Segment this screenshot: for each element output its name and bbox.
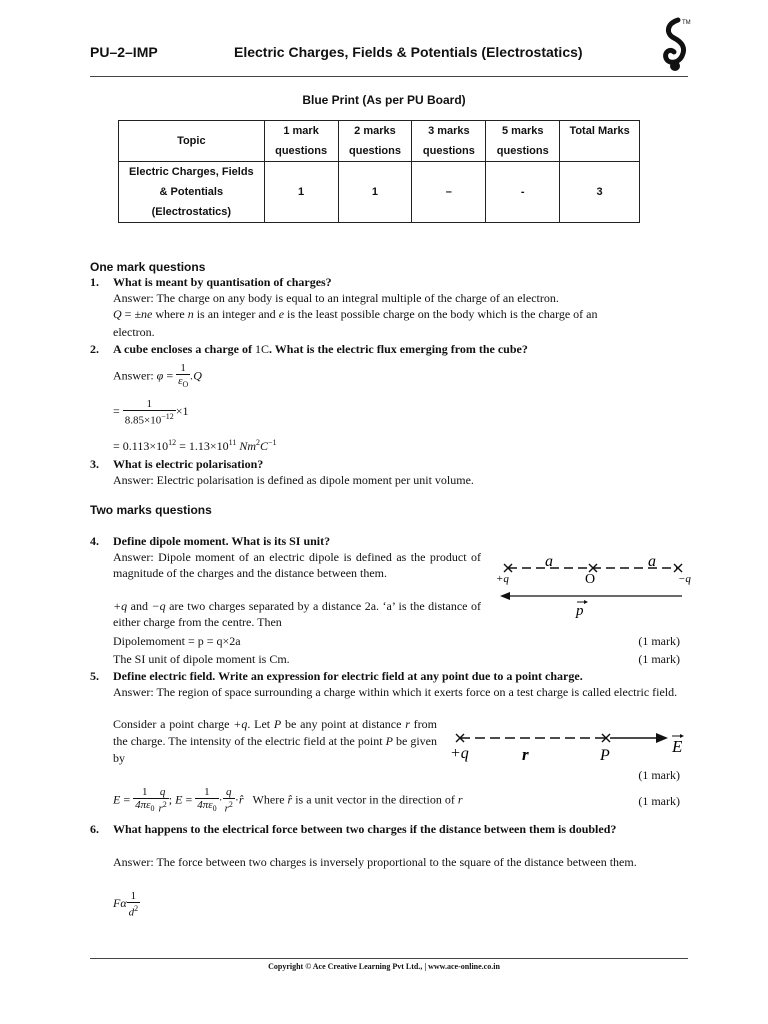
q4-number: 4. bbox=[90, 534, 99, 548]
cell-3-marks: – bbox=[412, 162, 486, 223]
header-rule bbox=[90, 76, 688, 77]
dipole-minus-q: −q bbox=[678, 573, 691, 585]
point-charge-plus-q: +q bbox=[450, 745, 469, 762]
col-5-marks: 5 marks questions bbox=[486, 121, 560, 162]
q2-substitution: = $\frac{1}{8.85\times 10^{-12}}$ ×1 bbox=[113, 398, 189, 427]
blueprint-table bbox=[118, 120, 640, 223]
trademark-mark: TM bbox=[682, 20, 691, 26]
two-marks-heading: Two marks questions bbox=[90, 503, 212, 517]
point-charge-diagram bbox=[446, 726, 692, 772]
cell-1-mark: 1 bbox=[264, 162, 338, 223]
q2-text: A cube encloses a charge of 1C. What is the electric flux emerging from the cube? bbox=[113, 342, 528, 356]
col-3-marks: 3 marks questions bbox=[412, 121, 486, 162]
q6-number: 6. bbox=[90, 822, 99, 836]
cell-5-marks: - bbox=[486, 162, 560, 223]
q5-mark-a: (1 mark) bbox=[638, 768, 680, 782]
q4-answer-cont: +q and −q are two charges separated by a distance 2a. ‘a’ is the distance of either charge from the centre. Then bbox=[113, 599, 481, 629]
col-total: Total Marks bbox=[560, 121, 640, 162]
dipole-diagram bbox=[490, 548, 700, 620]
q4-mark-a: (1 mark) bbox=[638, 634, 680, 648]
logo-icon bbox=[658, 16, 692, 74]
dipole-moment-p: p bbox=[576, 603, 584, 619]
footer-copyright: Copyright © Ace Creative Learning Pvt Ltd., | www.ace-online.co.in bbox=[268, 962, 500, 971]
q6-text: What happens to the electrical force between two charges if the distance between them is doubled? bbox=[113, 822, 617, 836]
col-topic: Topic bbox=[119, 121, 265, 162]
q3-answer: Answer: Electric polarisation is defined as dipole moment per unit volume. bbox=[113, 473, 474, 487]
q4-text: Define dipole moment. What is its SI unit? bbox=[113, 534, 331, 548]
table-header-row bbox=[119, 121, 640, 162]
q1-answer: Answer: The charge on any body is equal to an integral multiple of the charge of an electron. bbox=[113, 291, 559, 305]
one-mark-heading: One mark questions bbox=[90, 260, 206, 274]
footer-rule bbox=[90, 958, 688, 959]
q2-answer-phi: Answer: φ = $\frac{1}{\varepsilon_O}$ .Q bbox=[113, 362, 202, 390]
q4-mark-b: (1 mark) bbox=[638, 652, 680, 666]
q5-answer: Answer: The region of space surrounding a charge within which it exerts force on a test charge is called electric field. bbox=[113, 685, 678, 699]
q4-answer: Answer: Dipole moment of an electric dipole is defined as the product of magnitude of the charges and the distance between them. bbox=[113, 550, 481, 580]
table-row bbox=[119, 162, 640, 223]
q5-equation: E = $\frac{1}{4\pi\varepsilon_0}$ $\frac{q}{r^2}$ ; E = $\frac{1}{4\pi\varepsilon_0}$ · $\frac{q}{r^2}$ ·r̂ Where r̂ is a unit vector in the direction of r bbox=[113, 786, 463, 815]
q6-proportionality: Fα $\frac{1}{d^2}$ bbox=[113, 890, 139, 919]
q1-formula-line: Q = ±ne where n is an integer and e is the least possible charge on the body which is the charge of an bbox=[113, 307, 598, 321]
header-title: Electric Charges, Fields & Potentials (Electrostatics) bbox=[234, 44, 583, 60]
q6-answer: Answer: The force between two charges is inversely proportional to the square of the distance between them. bbox=[113, 855, 637, 869]
dipole-label-a-right: a bbox=[648, 553, 656, 570]
q4-si-unit: The SI unit of dipole moment is Cm. bbox=[113, 652, 290, 666]
point-charge-r: r bbox=[522, 745, 529, 764]
point-charge-e-field: E bbox=[672, 737, 683, 756]
q2-number: 2. bbox=[90, 342, 99, 356]
q5-consider: Consider a point charge +q. Let P be any point at distance r from the charge. The intensity of the electric field at the point P be given by bbox=[113, 717, 437, 765]
q5-text: Define electric field. Write an expression for electric field at any point due to a point charge. bbox=[113, 669, 583, 683]
blueprint-title: Blue Print (As per PU Board) bbox=[302, 93, 466, 107]
dipole-plus-q: +q bbox=[496, 573, 509, 585]
q2-result: = $0.113\times 10^{12} = 1.13\times 10^{11}$ $Nm^2C^{-1}$ bbox=[113, 438, 277, 453]
q1-text: What is meant by quantisation of charges? bbox=[113, 275, 332, 289]
col-2-marks: 2 marks questions bbox=[338, 121, 412, 162]
q1-number: 1. bbox=[90, 275, 99, 289]
dipole-label-a-left: a bbox=[545, 553, 553, 570]
q5-mark-b: (1 mark) bbox=[638, 794, 680, 808]
q3-number: 3. bbox=[90, 457, 99, 471]
q3-text: What is electric polarisation? bbox=[113, 457, 264, 471]
point-charge-p: P bbox=[600, 747, 610, 764]
header-code: PU–2–IMP bbox=[90, 44, 158, 60]
cell-total: 3 bbox=[560, 162, 640, 223]
cell-2-marks: 1 bbox=[338, 162, 412, 223]
cell-topic: Electric Charges, Fields & Potentials (Electrostatics) bbox=[119, 162, 265, 223]
q1-formula-line-end: electron. bbox=[113, 325, 155, 339]
q4-formula: Dipolemoment = p = q×2a bbox=[113, 634, 241, 648]
q5-number: 5. bbox=[90, 669, 99, 683]
dipole-center-o: O bbox=[585, 572, 596, 587]
col-1-mark: 1 mark questions bbox=[264, 121, 338, 162]
